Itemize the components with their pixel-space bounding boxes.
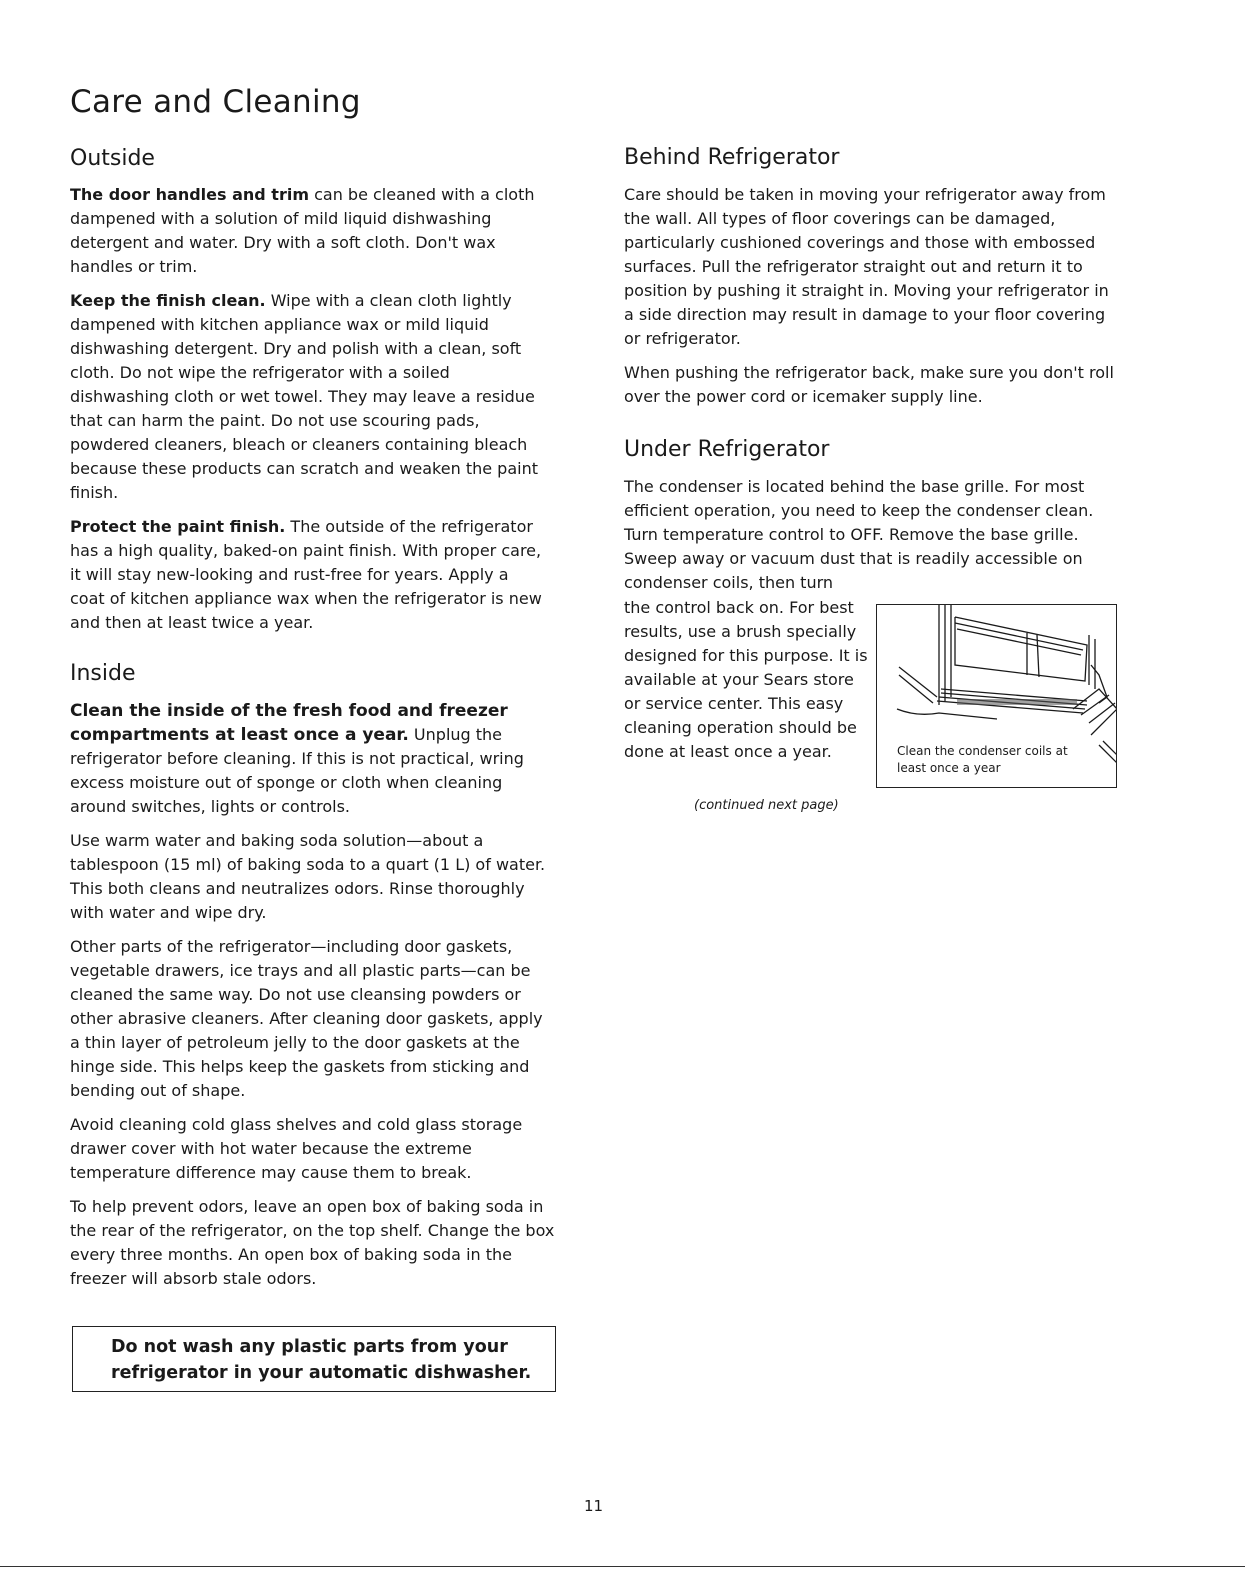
behind-section <box>624 183 1114 419</box>
inside-section <box>70 699 556 1301</box>
inside-paragraph-3: Other parts of the refrigerator—including door gaskets, vegetable drawers, ice trays and all plastic parts—can be cleaned the same way. Do not use cleansing powders or other abrasive cleaners. After cleaning door gaskets, apply a thin layer of petroleum jelly to the door gaskets at the hinge side. This helps keep the gaskets from sticking and bending out of shape. <box>70 937 543 1100</box>
page-number: 11 <box>584 1497 604 1515</box>
outside-paragraph-2 <box>70 289 546 505</box>
condenser-illustration <box>876 604 1117 788</box>
under-paragraph-1: The condenser is located behind the base grille. For most efficient operation, you need to keep the condenser clean. Turn temperature control to OFF. Remove the base grille. Sweep away or vacuum dust that is readily accessible on condenser coils, then turn <box>624 477 1094 592</box>
outside-heading: Outside <box>70 146 155 171</box>
page-bottom-rule <box>0 1566 1245 1567</box>
under-heading: Under Refrigerator <box>624 437 830 462</box>
behind-paragraph-1: Care should be taken in moving your refrigerator away from the wall. All types of floor coverings can be damaged, particularly cushioned coverings and those with embossed surfaces. Pull the refrigerator straight out and return it to position by pushing it straight in. Moving your refrigerator in a side direction may result in damage to your floor covering or refrigerator. <box>624 185 1109 348</box>
under-paragraph-2: the control back on. For best results, use a brush specially designed for this purpose. It is available at your Sears store or service center. This easy cleaning operation should be done at least once a year. <box>624 598 868 761</box>
outside-p3-text: The outside of the refrigerator has a high quality, baked-on paint finish. With proper care, it will stay new-looking and rust-free for years. Apply a coat of kitchen appliance wax when the refrigerator is new and then at least twice a year. <box>70 517 542 632</box>
under-section-wrap <box>624 596 874 774</box>
outside-p2-lead: Keep the finish clean. <box>70 291 266 310</box>
outside-section <box>70 183 546 645</box>
outside-paragraph-1 <box>70 183 546 279</box>
dishwasher-warning-text: Do not wash any plastic parts from your refrigerator in your automatic dishwasher. <box>111 1337 532 1383</box>
behind-paragraph-2: When pushing the refrigerator back, make sure you don't roll over the power cord or icemaker supply line. <box>624 363 1114 406</box>
inside-p1-lead: Clean the inside of the fresh food and freezer compartments at least once a year. <box>70 701 508 745</box>
outside-p3-lead: Protect the paint finish. <box>70 517 286 536</box>
under-section-intro <box>624 475 1118 605</box>
inside-paragraph-5: To help prevent odors, leave an open box of baking soda in the rear of the refrigerator, on the top shelf. Change the box every three months. An open box of baking soda in the freezer will absorb stale odors. <box>70 1197 555 1288</box>
outside-paragraph-3 <box>70 515 546 635</box>
page-title: Care and Cleaning <box>70 84 361 120</box>
inside-heading: Inside <box>70 661 136 686</box>
outside-p1-text: can be cleaned with a cloth dampened with a solution of mild liquid dishwashing detergent and water. Dry with a soft cloth. Don't wax handles or trim. <box>70 185 535 276</box>
figure-caption: Clean the condenser coils at least once a year <box>897 744 1068 775</box>
inside-paragraph-4: Avoid cleaning cold glass shelves and cold glass storage drawer cover with hot water because the extreme temperature difference may cause them to break. <box>70 1115 523 1182</box>
inside-paragraph-2: Use warm water and baking soda solution—about a tablespoon (15 ml) of baking soda to a quart (1 L) of water. This both cleans and neutralizes odors. Rinse thoroughly with water and wipe dry. <box>70 831 546 922</box>
outside-p1-lead: The door handles and trim <box>70 185 309 204</box>
dishwasher-warning-box <box>72 1326 556 1392</box>
outside-p2-text: Wipe with a clean cloth lightly dampened with kitchen appliance wax or mild liquid dishwashing detergent. Dry and polish with a clean, soft cloth. Do not wipe the refrigerator with a soiled dishwashing cloth or wet towel. They may leave a residue that can harm the paint. Do not use scouring pads, powdered cleaners, bleach or cleaners containing bleach because these products can scratch and weaken the paint finish. <box>70 291 538 502</box>
continued-note: (continued next page) <box>694 798 839 813</box>
behind-heading: Behind Refrigerator <box>624 145 840 170</box>
inside-p1-text: Unplug the refrigerator before cleaning. If this is not practical, wring excess moisture out of sponge or cloth when cleaning around switches, lights or controls. <box>70 725 524 816</box>
inside-paragraph-1 <box>70 699 556 819</box>
